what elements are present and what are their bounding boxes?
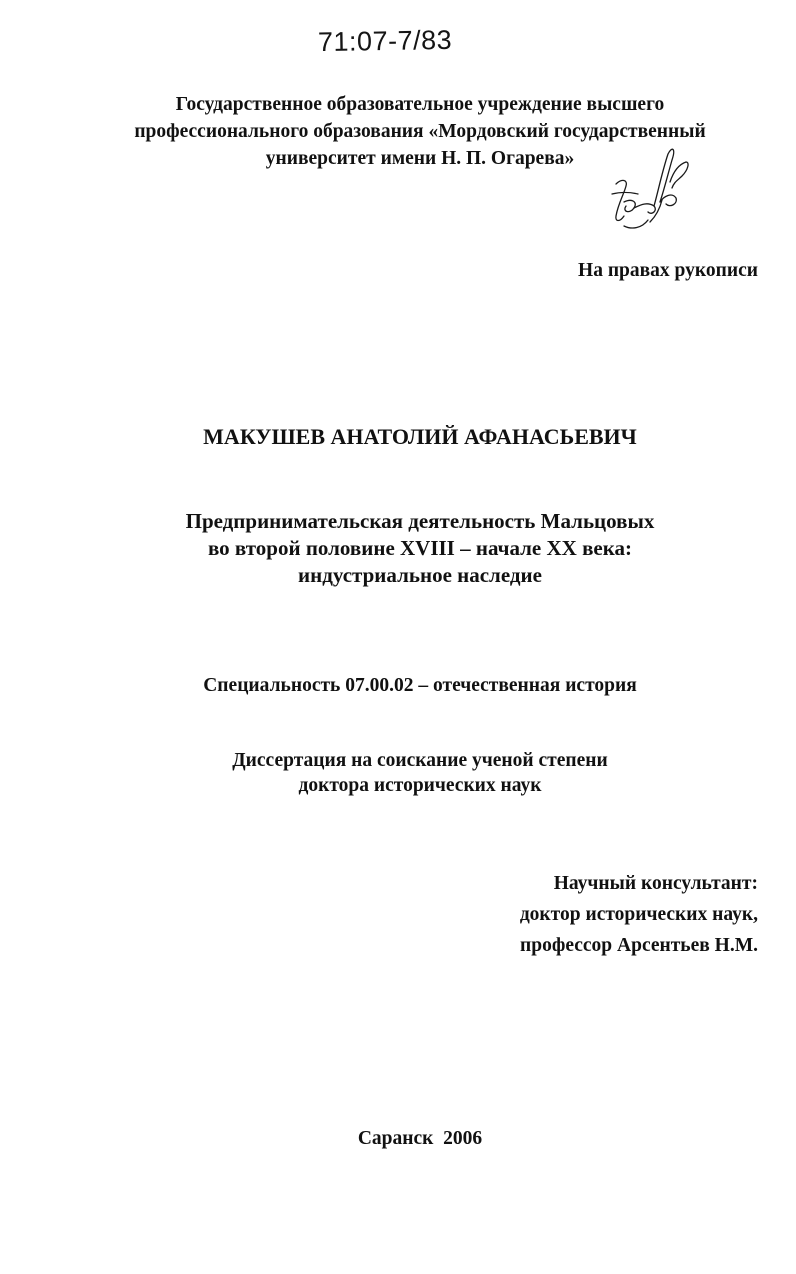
title-line: индустриальное наследие [298, 563, 542, 587]
scientific-consultant [520, 868, 758, 961]
author-name: МАКУШЕВ АНАТОЛИЙ АФАНАСЬЕВИЧ [203, 424, 637, 449]
title-line: во второй половине XVIII – начале XX века: [207, 536, 633, 560]
consultant-line: доктор исторических наук, [519, 904, 758, 925]
archive-stamp-code: 71:07-7/83 [317, 24, 453, 58]
degree-statement [100, 748, 740, 798]
organization-line: Государственное образовательное учреждение высшего [175, 94, 665, 115]
manuscript-rights-note: На правах рукописи [578, 260, 758, 281]
organization-line: профессионального образования «Мордовский государственный [134, 121, 706, 142]
dissertation-title [100, 508, 740, 589]
degree-line: Диссертация на соискание ученой степени [232, 750, 608, 771]
place-and-year: Саранск 2006 [357, 1128, 483, 1149]
consultant-line: профессор Арсентьев Н.М. [520, 935, 758, 956]
handwritten-signature [602, 142, 694, 234]
speciality-line: Специальность 07.00.02 – отечественная история [203, 675, 637, 696]
consultant-line: Научный консультант: [553, 873, 758, 894]
title-line: Предпринимательская деятельность Мальцовых [185, 509, 655, 533]
degree-line: доктора исторических наук [298, 775, 542, 796]
organization-line: университет имени Н. П. Огарева» [265, 148, 575, 169]
